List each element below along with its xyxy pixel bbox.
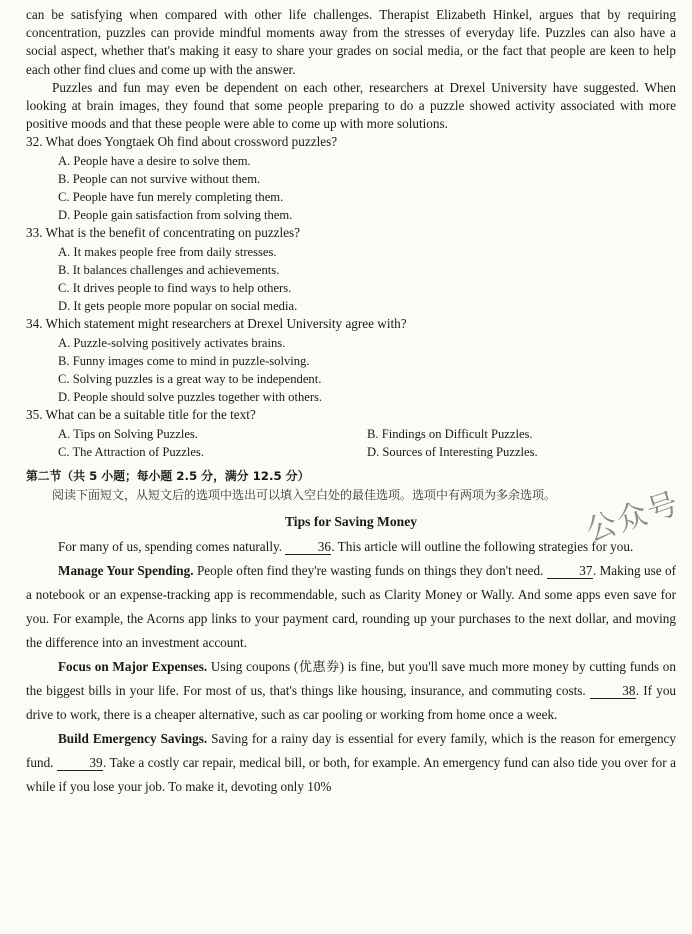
option-row: [58, 425, 676, 443]
blank-37: 37: [547, 564, 593, 579]
text: . If you drive to work, there is a cheaper alternative, such as car pooling or working from home once a week.: [26, 683, 677, 723]
section-instruction: 阅读下面短文，从短文后的选项中选出可以填入空白处的最佳选项。选项中有两项为多余选项。: [52, 488, 557, 503]
option-b: B. People can not survive without them.: [58, 171, 261, 186]
option-d: D. People gain satisfaction from solving them.: [58, 208, 293, 223]
article-title: Tips for Saving Money: [284, 514, 418, 530]
question-stem: 35. What can be a suitable title for the text?: [26, 407, 256, 423]
text: . Making use of a notebook or an expense-tracking app is recommendable, such as Clarity Money or Wally. And some apps even save for you. For example, the Acorns app links to your payment card, rounding up your purchases to the next dollar, and moving the difference into an investment account.: [26, 563, 677, 651]
option-c: C. Solving puzzles is a great way to be independent.: [58, 372, 322, 387]
option-a: A. People have a desire to solve them.: [58, 153, 251, 168]
paragraph-heading: Focus on Major Expenses.: [58, 659, 208, 675]
option-row: [58, 443, 676, 461]
question-33: [26, 224, 676, 315]
question-stem: 34. Which statement might researchers at Drexel University agree with?: [26, 316, 407, 332]
option-a: A. It makes people free from daily stresses.: [58, 244, 277, 259]
option-b: B. It balances challenges and achievements.: [58, 262, 280, 277]
passage-paragraph: Puzzles and fun may even be dependent on each other, researchers at Drexel University have suggested. When looking at brain images, they found that some people preparing to do a puzzle showed activity associated with more positive moods and that these people were able to come up with more solutions.: [26, 79, 676, 132]
article-paragraph-4: [26, 727, 676, 799]
question-32: [26, 133, 676, 224]
text: People often find they're wasting funds on things they don't need.: [193, 563, 544, 579]
text: For many of us, spending comes naturally.: [58, 539, 283, 555]
blank-38: 38: [590, 684, 636, 699]
option-a: A. Puzzle-solving positively activates brains.: [58, 335, 286, 350]
blank-39: 39: [57, 756, 103, 771]
option-d: D. It gets people more popular on social media.: [58, 299, 298, 314]
option-a: A. Tips on Solving Puzzles.: [58, 426, 198, 441]
article-paragraph-1: [26, 535, 676, 559]
question-stem: 32. What does Yongtaek Oh find about crossword puzzles?: [26, 134, 338, 150]
option-b: B. Funny images come to mind in puzzle-solving.: [58, 353, 310, 368]
paragraph-heading: Manage Your Spending.: [58, 563, 194, 579]
blank-36: 36: [285, 540, 331, 555]
article-paragraph-2: [26, 559, 676, 655]
exam-page: [26, 6, 676, 799]
option-d: D. People should solve puzzles together with others.: [58, 390, 323, 405]
option-c: C. The Attraction of Puzzles.: [58, 444, 204, 459]
watermark: 公众号: [582, 485, 685, 549]
paragraph-heading: Build Emergency Savings.: [58, 731, 208, 747]
option-d: D. Sources of Interesting Puzzles.: [367, 444, 538, 459]
text: Using coupons (优惠券) is fine, but you'll save much more money by cutting funds on the biggest bills in your life. For most of us, that's things like housing, insurance, and commuting costs.: [26, 659, 676, 699]
section-heading: 第二节（共 5 小题；每小题 2.5 分，满分 12.5 分）: [26, 469, 310, 484]
passage-paragraph: can be satisfying when compared with other life challenges. Therapist Elizabeth Hinkel, argues that by requiring concentration, puzzles can provide mindful moments away from the stresses of everyday life. Puzzles can also have a social aspect, whether that's making it easy to share your grades on social media, or the fact that people are keen to help each other find clues and come up with the answer.: [26, 7, 676, 77]
option-b: B. Findings on Difficult Puzzles.: [367, 426, 533, 441]
option-c: C. It drives people to find ways to help others.: [58, 281, 292, 296]
question-34: [26, 315, 676, 406]
question-35: [26, 406, 676, 461]
text: Saving for a rainy day is essential for every family, which is the reason for emergency fund.: [26, 731, 677, 771]
question-stem: 33. What is the benefit of concentrating on puzzles?: [26, 225, 301, 241]
text: . Take a costly car repair, medical bill, or both, for example. An emergency fund can also tide you over for a while if you lose your job. To make it, devoting only 10%: [26, 755, 676, 795]
option-c: C. People have fun merely completing them.: [58, 190, 284, 205]
article-paragraph-3: [26, 655, 676, 727]
text: . This article will outline the following strategies for you.: [331, 539, 634, 555]
